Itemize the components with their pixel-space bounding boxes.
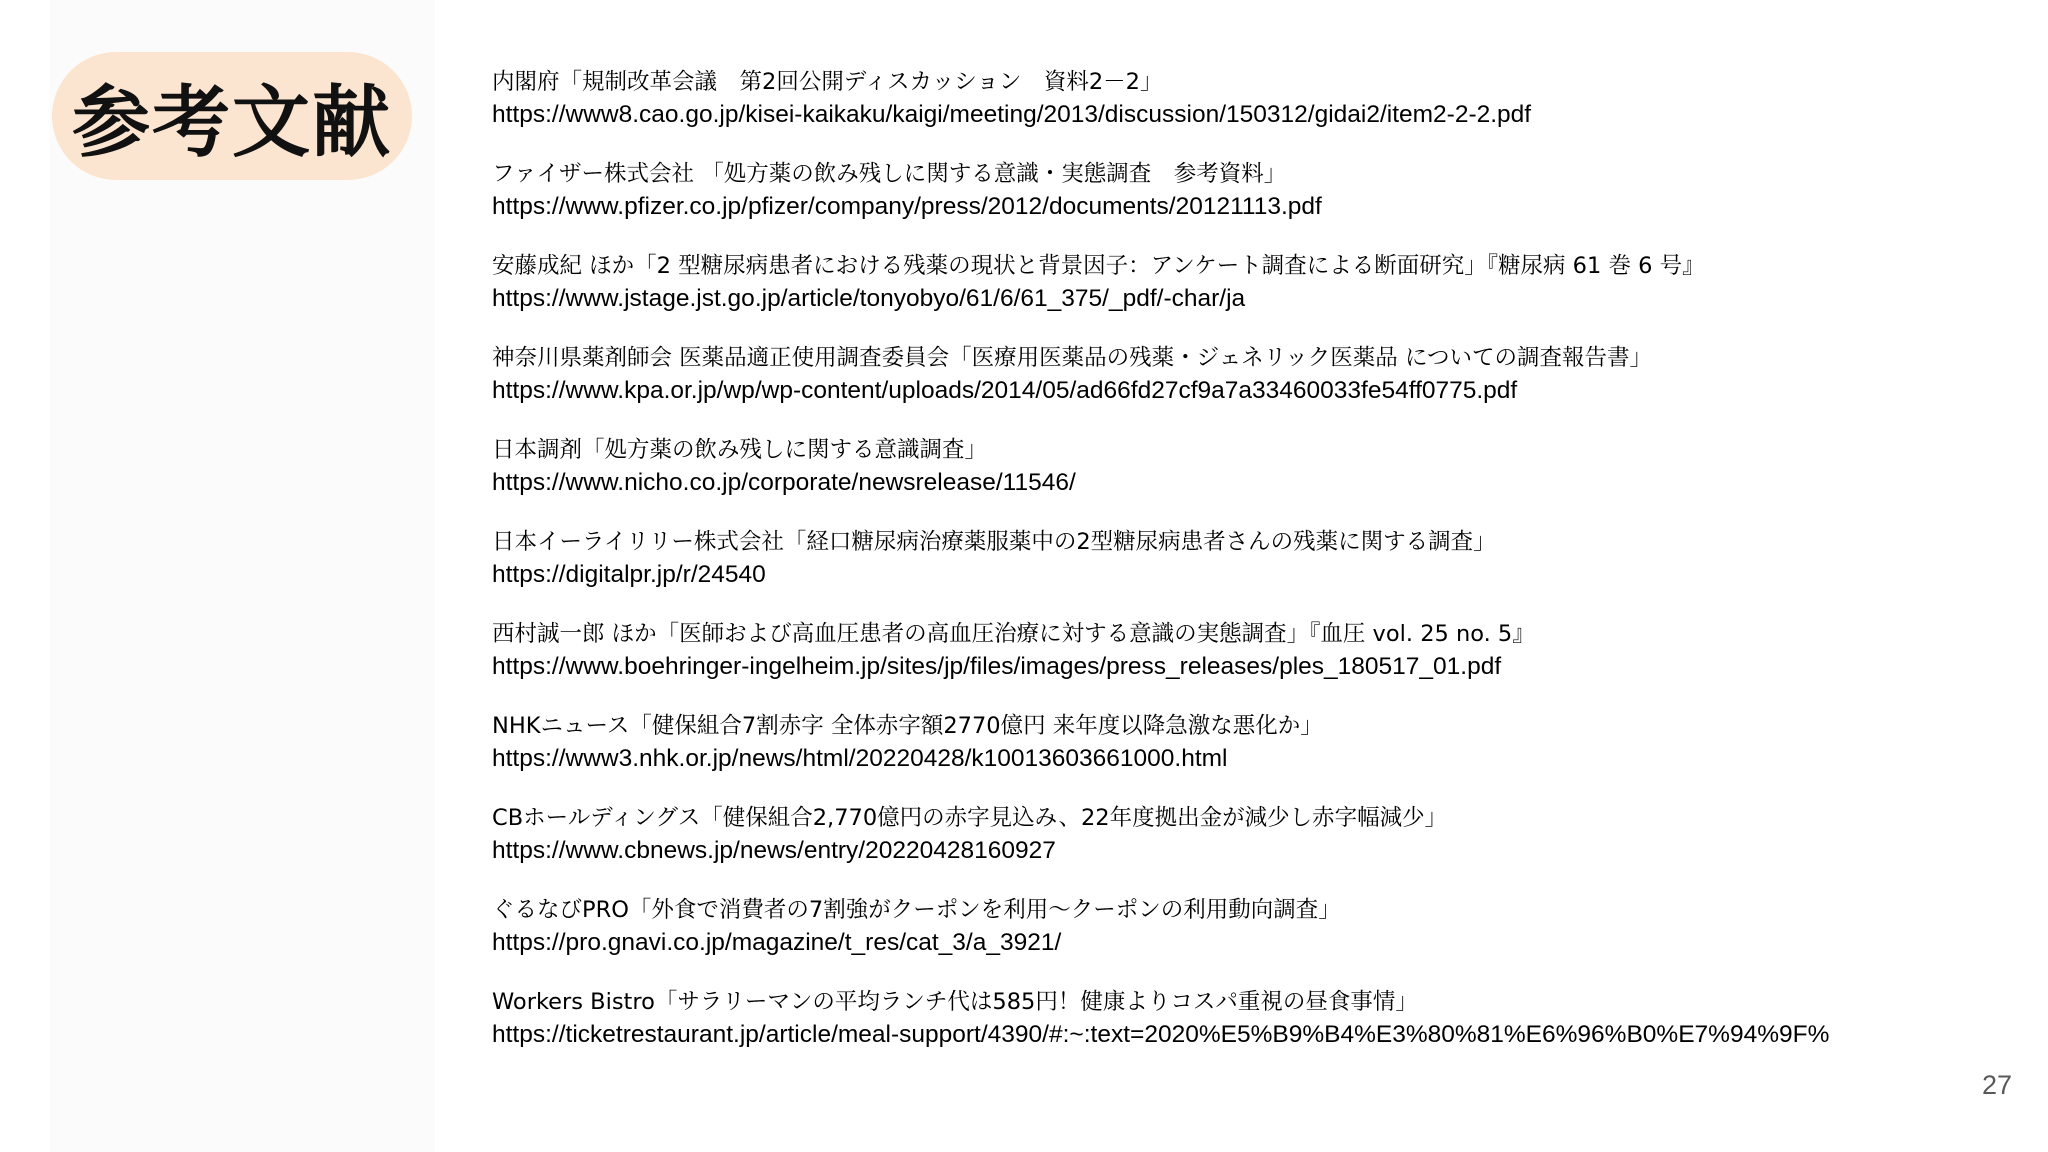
reference-item (492, 66, 2012, 158)
reference-url[interactable]: https://digitalpr.jp/r/24540 (492, 561, 766, 588)
reference-item (492, 434, 2012, 526)
reference-item (492, 894, 2012, 986)
reference-title: ファイザー株式会社 「処方薬の飲み残しに関する意識・実態調査 参考資料」 (492, 161, 1287, 187)
reference-url[interactable]: https://pro.gnavi.co.jp/magazine/t_res/cat_3/a_3921/ (492, 929, 1062, 956)
reference-title: 神奈川県薬剤師会 医薬品適正使用調査委員会「医療用医薬品の残薬・ジェネリック医薬品 についての調査報告書」 (492, 345, 1653, 371)
reference-item (492, 250, 2012, 342)
reference-title: 日本イーライリリー株式会社「経口糖尿病治療薬服薬中の2型糖尿病患者さんの残薬に関する調査」 (492, 529, 1496, 555)
reference-title: 内閣府「規制改革会議 第2回公開ディスカッション 資料2－2」 (492, 69, 1163, 95)
reference-title: 西村誠一郎 ほか「医師および高血圧患者の高血圧治療に対する意識の実態調査」『血圧 vol. 25 no. 5』 (492, 621, 1535, 647)
reference-item (492, 618, 2012, 710)
page-title: 参考文献 (71, 78, 392, 168)
reference-title: 日本調剤「処方薬の飲み残しに関する意識調査」 (492, 437, 988, 463)
reference-item (492, 802, 2012, 894)
reference-title: 安藤成紀 ほか「2 型糖尿病患者における残薬の現状と背景因子：アンケート調査による断面研究」『糖尿病 61 巻 6 号』 (492, 253, 1705, 279)
reference-item (492, 158, 2012, 250)
page-number: 27 (1981, 1070, 2012, 1100)
reference-item (492, 342, 2012, 434)
reference-item (492, 710, 2012, 802)
reference-url[interactable]: https://www.nicho.co.jp/corporate/newsrelease/11546/ (492, 469, 1076, 496)
reference-title: CBホールディングス「健保組合2,770億円の赤字見込み、22年度拠出金が減少し赤字幅減少」 (492, 805, 1448, 831)
reference-url[interactable]: https://www8.cao.go.jp/kisei-kaikaku/kaigi/meeting/2013/discussion/150312/gidai2/item2-2-2.pdf (492, 101, 1532, 128)
title-badge (52, 52, 412, 180)
reference-item (492, 526, 2012, 618)
reference-url[interactable]: https://www.cbnews.jp/news/entry/20220428160927 (492, 837, 1056, 864)
reference-url[interactable]: https://www.pfizer.co.jp/pfizer/company/press/2012/documents/20121113.pdf (492, 193, 1322, 220)
reference-url[interactable]: https://www3.nhk.or.jp/news/html/20220428/k10013603661000.html (492, 745, 1228, 772)
reference-url[interactable]: https://www.jstage.jst.go.jp/article/tonyobyo/61/6/61_375/_pdf/-char/ja (492, 285, 1246, 312)
reference-title: NHKニュース「健保組合7割赤字 全体赤字額2770億円 来年度以降急激な悪化か」 (492, 713, 1323, 739)
reference-item (492, 986, 2012, 1078)
reference-url[interactable]: https://www.boehringer-ingelheim.jp/sites/jp/files/images/press_releases/ples_180517_01.pdf (492, 653, 1502, 680)
reference-list (492, 66, 2012, 1078)
reference-url[interactable]: https://www.kpa.or.jp/wp/wp-content/uploads/2014/05/ad66fd27cf9a7a33460033fe54ff0775.pdf (492, 377, 1518, 404)
reference-title: Workers Bistro「サラリーマンの平均ランチ代は585円！健康よりコスパ重視の昼食事情」 (492, 989, 1418, 1015)
reference-title: ぐるなびPRO「外食で消費者の7割強がクーポンを利用～クーポンの利用動向調査」 (492, 897, 1341, 923)
reference-url[interactable]: https://ticketrestaurant.jp/article/meal-support/4390/#:~:text=2020%E5%B9%B4%E3%80%81%E6%96%B0%E7%94%9F% (492, 1021, 1830, 1048)
